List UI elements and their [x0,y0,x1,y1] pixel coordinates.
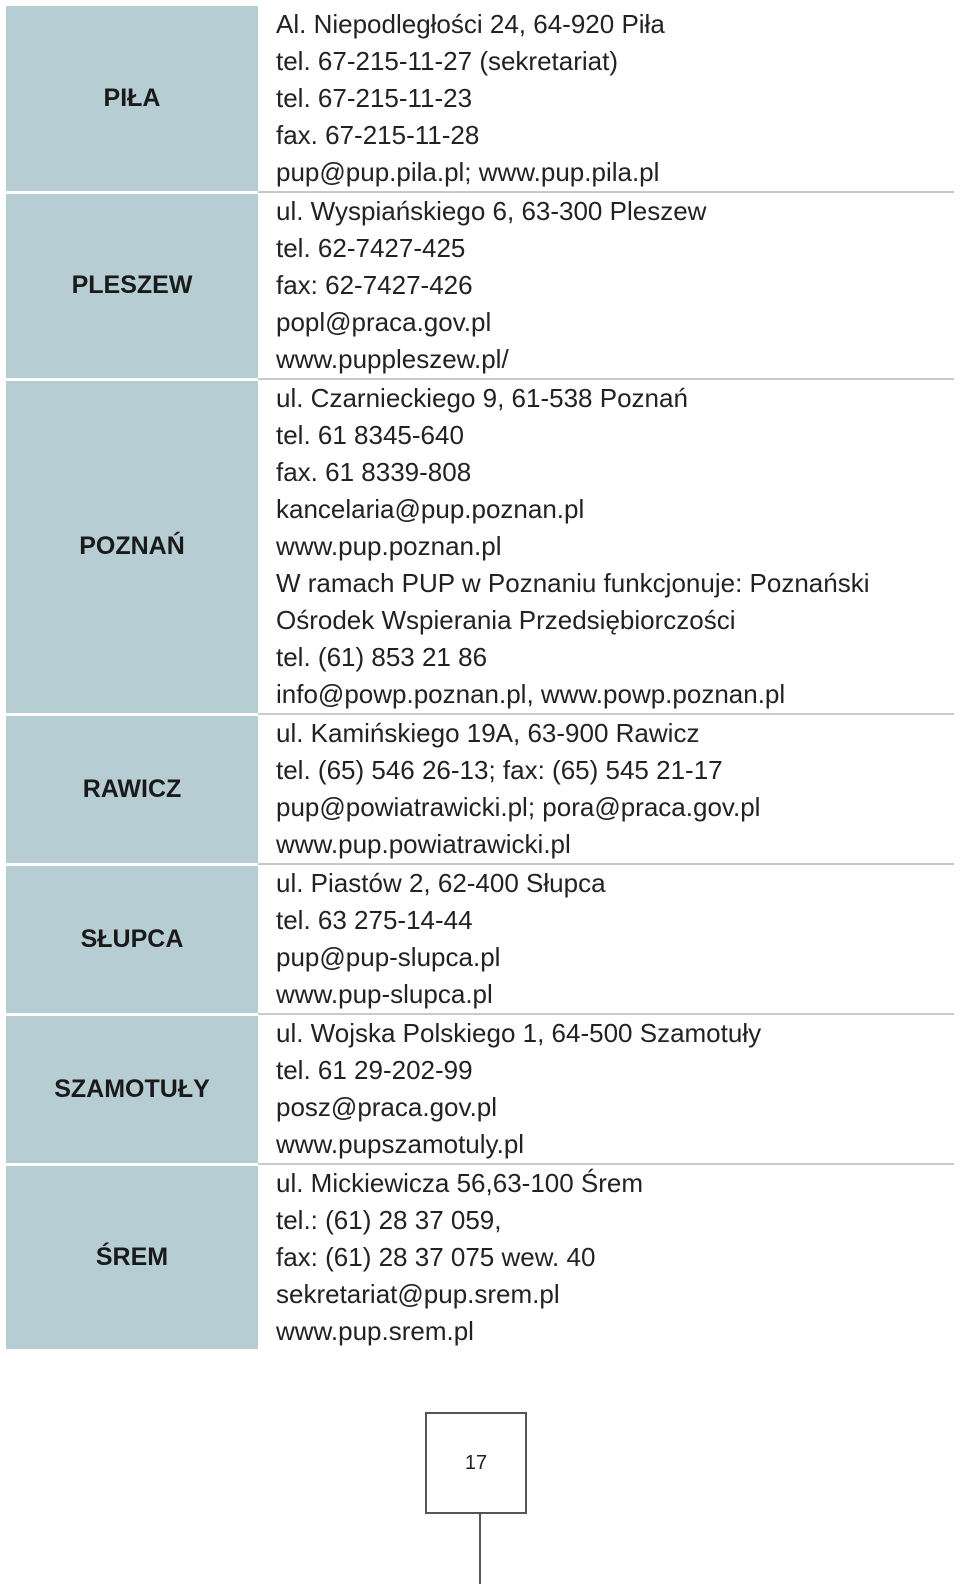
office-contact-line: tel. 61 8345-640 [276,420,464,450]
office-contact-line: tel. 63 275-14-44 [276,905,473,935]
office-row [6,714,954,864]
office-contact-line: fax. 67-215-11-28 [276,120,480,150]
office-city-name: PIŁA [6,6,258,192]
office-contact-line: www.pup.srem.pl [276,1316,474,1346]
office-contact-details [258,1164,954,1350]
office-row [6,1014,954,1164]
office-contact-line: ul. Mickiewicza 56,63-100 Śrem [276,1168,644,1198]
office-contact-line: fax. 61 8339-808 [276,457,472,487]
office-contact-line: www.pup.poznan.pl [276,531,502,561]
office-contact-details [258,864,954,1014]
office-contact-line: info@powp.poznan.pl, www.powp.poznan.pl [276,679,786,709]
office-contact-line: ul. Czarnieckiego 9, 61-538 Poznań [276,383,688,413]
office-contact-line: ul. Piastów 2, 62-400 Słupca [276,868,606,898]
page-number-connector-line [479,1514,481,1584]
office-contact-line: ul. Wojska Polskiego 1, 64-500 Szamotuły [276,1018,762,1048]
office-contact-line: tel. 61 29-202-99 [276,1055,473,1085]
office-row [6,192,954,379]
office-contact-line: posz@praca.gov.pl [276,1092,498,1122]
office-contact-line: tel. 67-215-11-27 (sekretariat) [276,46,619,76]
office-city-name: RAWICZ [6,714,258,864]
office-contact-line: fax: (61) 28 37 075 wew. 40 [276,1242,596,1272]
office-row [6,6,954,192]
office-row [6,379,954,714]
office-city-name: PLESZEW [6,192,258,379]
office-contact-line: kancelaria@pup.poznan.pl [276,494,585,524]
office-row [6,864,954,1014]
office-contact-line: tel.: (61) 28 37 059, [276,1205,502,1235]
office-contact-line: Ośrodek Wspierania Przedsiębiorczości [276,605,736,635]
office-contact-line: tel. 62-7427-425 [276,233,466,263]
office-city-name: SŁUPCA [6,864,258,1014]
office-contact-line: sekretariat@pup.srem.pl [276,1279,560,1309]
office-contact-details [258,192,954,379]
office-contact-line: www.pupszamotuly.pl [276,1129,525,1159]
office-row [6,1164,954,1350]
office-contact-line: fax: 62-7427-426 [276,270,473,300]
office-contact-details [258,6,954,192]
office-contact-line: popl@praca.gov.pl [276,307,492,337]
page-number: 17 [464,1451,488,1474]
office-contact-line: pup@pup.pila.pl; www.pup.pila.pl [276,157,660,187]
office-contact-line: pup@powiatrawicki.pl; pora@praca.gov.pl [276,792,761,822]
office-contact-line: www.pup-slupca.pl [276,979,493,1009]
office-contact-line: tel. (65) 546 26-13; fax: (65) 545 21-17 [276,755,723,785]
page-number-box [425,1412,527,1514]
office-contact-line: www.puppleszew.pl/ [276,344,509,374]
office-city-name: POZNAŃ [6,379,258,714]
office-contact-line: tel. (61) 853 21 86 [276,642,488,672]
office-contact-line: W ramach PUP w Poznaniu funkcjonuje: Poznański [276,568,870,598]
office-contact-details [258,1014,954,1164]
office-contact-line: tel. 67-215-11-23 [276,83,473,113]
labour-offices-table-body [6,6,954,1350]
office-city-name: SZAMOTUŁY [6,1014,258,1164]
office-contact-line: ul. Kamińskiego 19A, 63-900 Rawicz [276,718,700,748]
office-contact-details [258,714,954,864]
labour-offices-table [6,6,954,1352]
office-contact-line: Al. Niepodległości 24, 64-920 Piła [276,9,665,39]
office-contact-details [258,379,954,714]
office-contact-line: ul. Wyspiańskiego 6, 63-300 Pleszew [276,196,707,226]
office-contact-line: www.pup.powiatrawicki.pl [276,829,571,859]
office-city-name: ŚREM [6,1164,258,1350]
office-contact-line: pup@pup-slupca.pl [276,942,501,972]
